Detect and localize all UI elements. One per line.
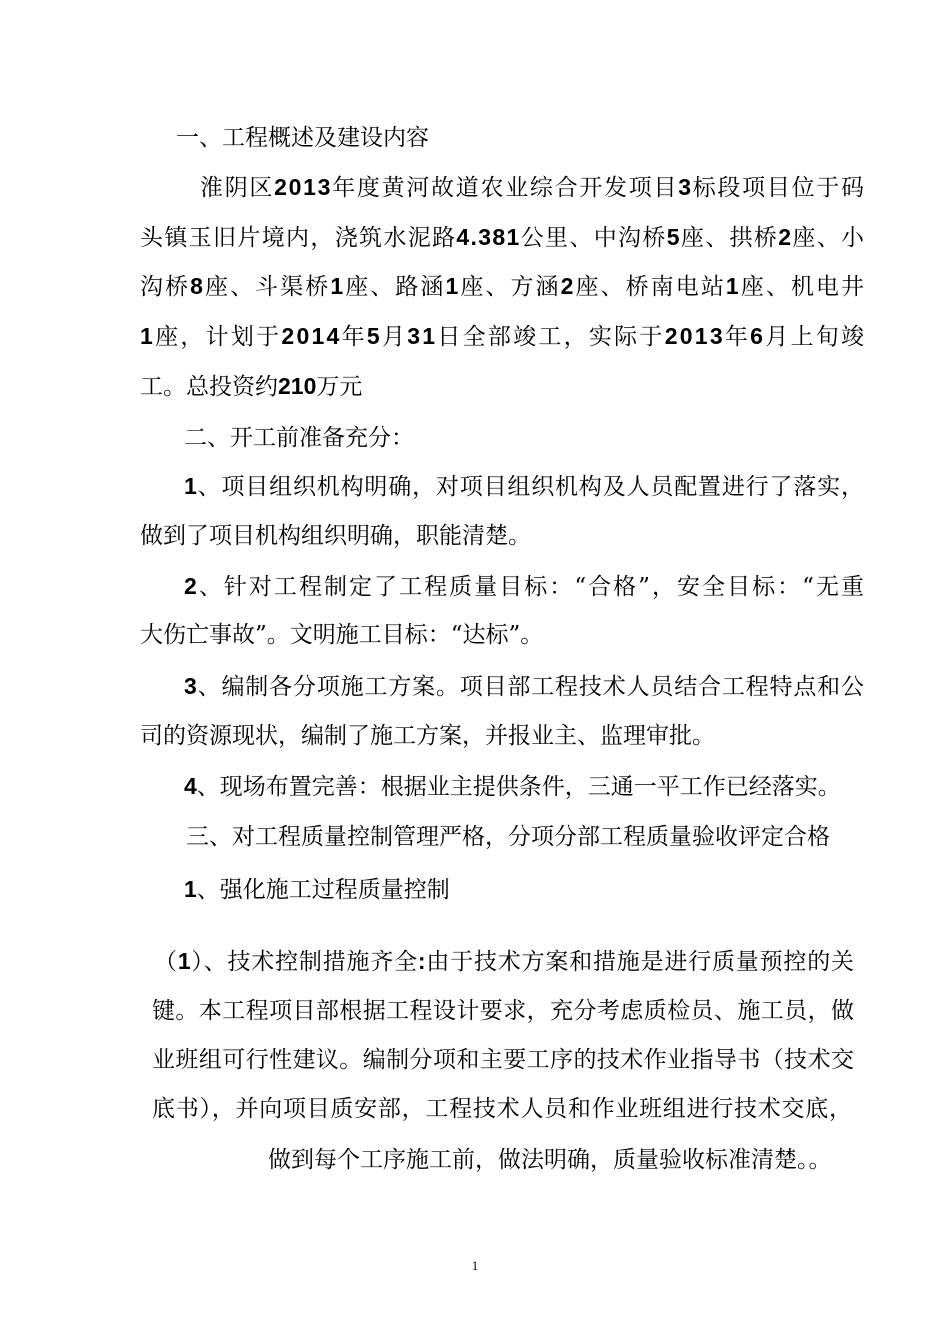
number-segment: 2 (778, 224, 793, 250)
text-line (268, 1145, 832, 1175)
text-segment: 年度黄河故道农业综合开发项目 (332, 175, 679, 201)
number-segment: 2014 (281, 323, 342, 349)
text-segment: （ (154, 949, 178, 975)
text-segment: 沟桥 (140, 274, 191, 300)
text-segment: 座、斗渠桥 (205, 274, 331, 300)
text-line (184, 771, 841, 802)
text-segment: ）、技术控制措施齐全 (191, 949, 418, 975)
text-segment: 一、工程概述及建设内容 (176, 125, 429, 151)
text-segment: 日全部竣工，实际于 (437, 324, 665, 350)
number-segment: 8 (190, 273, 205, 299)
text-line (184, 423, 414, 453)
text-segment: 底书），并向项目质安部，工程技术人员和作业班组进行技术交底， (152, 1096, 853, 1122)
number-segment: 1 (177, 948, 192, 974)
text-segment: 头镇玉旧片境内，浇筑水泥路 (140, 225, 457, 251)
text-line (140, 721, 715, 751)
text-line (184, 874, 450, 905)
text-line (184, 571, 866, 602)
text-segment: 、现场布置完善：根据业主提供条件，三通一平工作已经落实。 (196, 774, 841, 800)
text-segment: 由于技术方案和措施是进行质量预控的关 (426, 949, 855, 975)
text-segment: 、强化施工过程质量控制 (196, 877, 450, 903)
text-segment: 键。本工程项目部根据工程设计要求，充分考虑质检员、施工员，做 (152, 998, 855, 1024)
text-segment: 月 (381, 324, 408, 350)
text-segment: 做到了项目机构组织明确，职能清楚。 (140, 523, 531, 549)
text-line (186, 822, 830, 852)
number-segment: 1 (184, 473, 198, 499)
text-segment: 、针对工程制定了工程质量目标：“合格”，安全目标：“无重 (198, 574, 867, 600)
text-segment: 座、拱桥 (680, 225, 779, 251)
text-segment: 座，计划于 (155, 324, 282, 350)
text-segment: 三、对工程质量控制管理严格，分项分部工程质量验收评定合格 (186, 824, 830, 850)
text-segment: 座、小 (792, 225, 866, 251)
text-segment: 淮阴区 (200, 175, 275, 201)
text-line (176, 123, 429, 153)
text-line (152, 996, 854, 1026)
text-segment: 司的资源现状，编制了施工方案，并报业主、监理审批。 (140, 723, 715, 749)
text-line (140, 222, 865, 253)
text-line (140, 371, 362, 402)
number-segment: 1 (330, 273, 346, 299)
text-line (152, 1045, 854, 1075)
text-segment: 二、开工前准备充分： (184, 425, 414, 451)
number-segment: 5 (666, 224, 681, 250)
text-segment: 标段项目位于码 (692, 175, 866, 201)
text-segment: 大伤亡事故”。文明施工目标：“达标”。 (140, 622, 544, 648)
number-segment: 5 (366, 323, 382, 349)
number-segment: 210 (278, 373, 317, 399)
number-segment: 3 (184, 673, 198, 699)
text-segment: 年 (724, 324, 751, 350)
text-segment: 业班组可行性建议。编制分项和主要工序的技术作业指导书（技术交 (152, 1047, 855, 1073)
number-segment: : (417, 948, 427, 974)
number-segment: 6 (750, 323, 766, 349)
number-segment: 2013 (664, 323, 725, 349)
text-segment: 座、方涵 (460, 274, 561, 300)
number-segment: 2 (560, 273, 576, 299)
text-line (200, 172, 866, 203)
number-segment: 31 (407, 323, 438, 349)
text-segment: 做到每个工序施工前，做法明确，质量验收标准清楚。。 (268, 1147, 832, 1173)
number-segment: 1 (445, 273, 461, 299)
number-segment: 4 (184, 773, 197, 799)
text-line (184, 471, 865, 502)
text-segment: 工。总投资约 (140, 374, 278, 400)
text-line (140, 321, 866, 352)
text-line (184, 671, 865, 702)
text-line (152, 1094, 853, 1124)
number-segment: 1 (184, 876, 197, 902)
text-segment: 、编制各分项施工方案。项目部工程技术人员结合工程特点和公 (197, 674, 865, 700)
text-segment: 万元 (316, 374, 363, 400)
number-segment: 3 (678, 174, 693, 200)
page-number: 1 (471, 1258, 479, 1273)
text-line (140, 521, 531, 551)
text-segment: 年 (341, 324, 367, 350)
text-segment: 座、机电井 (740, 274, 867, 300)
text-line (154, 946, 855, 977)
number-segment: 1 (725, 273, 741, 299)
text-segment: 座、路涵 (345, 274, 446, 300)
text-line (140, 620, 543, 650)
number-segment: 4.381 (456, 224, 521, 250)
number-segment: 2 (184, 573, 199, 599)
text-line (140, 271, 866, 302)
text-segment: 座、桥南电站 (575, 274, 726, 300)
text-segment: 月上旬竣 (765, 324, 867, 350)
number-segment: 1 (140, 323, 156, 349)
text-segment: 、项目组织机构明确，对项目组织机构及人员配置进行了落实， (197, 474, 865, 500)
number-segment: 2013 (274, 174, 333, 200)
text-segment: 公里、中沟桥 (520, 225, 667, 251)
